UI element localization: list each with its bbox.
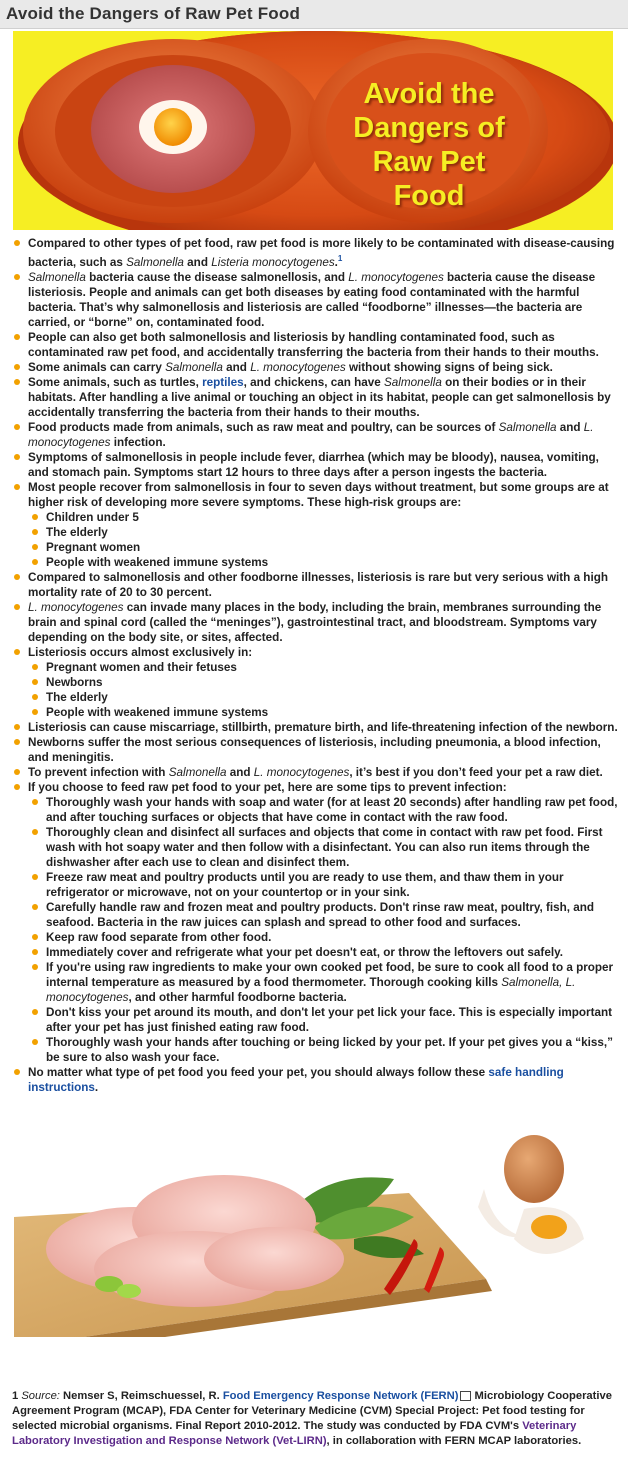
hero-heading: [329, 77, 529, 213]
list-item: Thoroughly wash your hands with soap and water (for at least 20 seconds) after handling raw pet food, and after touching surfaces or objects that have come in contact with the raw food.: [28, 795, 622, 825]
fern-link[interactable]: Food Emergency Response Network (FERN): [222, 1389, 459, 1402]
list-item: Pregnant women and their fetuses: [28, 660, 622, 675]
list-item: People can also get both salmonellosis and listeriosis by handling contaminated food, such as contaminated raw pet food, and accidentally transferring the bacteria from their hands to their mouths.: [10, 330, 622, 360]
list-item: Listeriosis occurs almost exclusively in: Pregnant women and their fetuses Newborns The elderly People with weakened immune systems: [10, 645, 622, 720]
listeriosis-groups-list: [28, 660, 622, 720]
list-item: Thoroughly clean and disinfect all surfaces and objects that come in contact with raw pet food. First wash with hot soapy water and then follow with a disinfectant. You can also run items through the dishwasher after each use to clean and disinfect them.: [28, 825, 622, 870]
list-item: Newborns suffer the most serious consequences of listeriosis, including pneumonia, a blood infection, and meningitis.: [10, 735, 622, 765]
prevention-tips-list: [28, 795, 622, 1065]
list-item: Listeriosis can cause miscarriage, stillbirth, premature birth, and life-threatening infection of the newborn.: [10, 720, 622, 735]
raw-chicken-illustration: [14, 1109, 613, 1337]
safe-handling-link[interactable]: safe handling instructions: [28, 1065, 564, 1094]
reptiles-link[interactable]: reptiles: [202, 375, 244, 389]
footnote-number: 1: [12, 1389, 22, 1402]
hero-line: Food: [393, 180, 465, 212]
footnote: 1 Source: Nemser S, Reimschuessel, R. Food Emergency Response Network (FERN) Microbiology Cooperative Agreement Program (MCAP), FDA Center for Veterinary Medicine (CVM) Special Project: Pet food testing for selected microbial organisms. Final Report 2010-2012. The study was conducted by FDA CVM's Veterinary Laboratory Investigation and Response Network (Vet-LIRN), in collaboration with FERN MCAP laboratories.: [12, 1389, 612, 1447]
list-item: No matter what type of pet food you feed your pet, you should always follow these safe handling instructions.: [10, 1065, 622, 1095]
external-link-icon: [460, 1391, 471, 1401]
list-item: Keep raw food separate from other food.: [28, 930, 622, 945]
hero-banner-image: [13, 31, 613, 230]
hero-line: Avoid the: [363, 78, 495, 110]
list-item: Some animals can carry Salmonella and L. monocytogenes without showing signs of being sick.: [10, 360, 622, 375]
list-item: Salmonella bacteria cause the disease salmonellosis, and L. monocytogenes bacteria cause the disease listeriosis. People and animals can get both diseases by eating food contaminated with the harmful bacteria. That’s why salmonellosis and listeriosis are called “foodborne” illnesses—the bacteria are carried, or “borne” on, contaminated food.: [10, 270, 622, 330]
list-item: Thoroughly wash your hands after touching or being licked by your pet. If your pet gives you a “kiss,” be sure to also wash your face.: [28, 1035, 622, 1065]
hero-line: Dangers of: [353, 112, 505, 144]
list-item: Most people recover from salmonellosis in four to seven days without treatment, but some groups are at higher risk of developing more severe symptoms. These high-risk groups are: Children under 5 The elderly Pregnant women People with weakened immune systems: [10, 480, 622, 570]
high-risk-groups-list: [28, 510, 622, 570]
hero-line: Raw Pet: [372, 146, 486, 178]
raw-chicken-photo: [14, 1109, 613, 1337]
list-item: Compared to other types of pet food, raw pet food is more likely to be contaminated with disease-causing bacteria, such as Salmonella and Listeria monocytogenes.$^1$: [10, 236, 622, 270]
list-item: If you're using raw ingredients to make your own cooked pet food, be sure to cook all food to a proper internal temperature as measured by a food thermometer. Thorough cooking kills Salmonella, L. monocytogenes, and other harmful foodborne bacteria.: [28, 960, 622, 1005]
footnote-ref[interactable]: 1: [337, 254, 343, 263]
list-item: Don't kiss your pet around its mouth, and don't let your pet lick your face. This is especially important after your pet has just finished eating raw food.: [28, 1005, 622, 1035]
list-item: Pregnant women: [28, 540, 622, 555]
list-item: Immediately cover and refrigerate what your pet doesn't eat, or throw the leftovers out safely.: [28, 945, 622, 960]
list-item: To prevent infection with Salmonella and L. monocytogenes, it’s best if you don’t feed your pet a raw diet.: [10, 765, 622, 780]
list-item: L. monocytogenes can invade many places in the body, including the brain, membranes surrounding the brain and spinal cord (called the “meninges”), gastrointestinal tract, and bloodstream. Symptoms vary depending on the body site, or sites, affected.: [10, 600, 622, 645]
list-item: The elderly: [28, 690, 622, 705]
list-item: Newborns: [28, 675, 622, 690]
list-item: Freeze raw meat and poultry products until you are ready to use them, and thaw them in your refrigerator or microwave, not on your countertop or in your sink.: [28, 870, 622, 900]
list-item: Symptoms of salmonellosis in people include fever, diarrhea (which may be bloody), nausea, vomiting, and stomach pain. Symptoms start 12 hours to three days after a person ingests the bacteria.: [10, 450, 622, 480]
list-item: People with weakened immune systems: [28, 705, 622, 720]
title-bar: [0, 0, 628, 29]
page-title: Avoid the Dangers of Raw Pet Food: [6, 4, 301, 23]
list-item: If you choose to feed raw pet food to your pet, here are some tips to prevent infection: Thoroughly wash your hands with soap and water (for at least 20 seconds) after handling raw pet food, and after touching surfaces or objects that have come in contact with the raw food. Thoroughly clean and disinfect all surfaces and objects that come in contact with raw pet food. First wash with hot soapy water and then follow with a disinfectant. You can also run items through the dishwasher after each use to clean and disinfect them. Freeze raw meat and poultry products until you are ready to use them, and thaw them in your refrigerator or microwave, not on your countertop or in your sink. Carefully handle raw and frozen meat and poultry products. Don't rinse raw meat, poultry, fish, and seafood. Bacteria in the raw juices can splash and spread to other food and surfaces. Keep raw food separate from other food. Immediately cover and refrigerate what your pet doesn't eat, or throw the leftovers out safely. If you're using raw ingredients to make your own cooked pet food, be sure to cook all food to a proper internal temperature as measured by a food thermometer. Thorough cooking kills Salmonella, L. monocytogenes, and other harmful foodborne bacteria. Don't kiss your pet around its mouth, and don't let your pet lick your face. This is especially important after your pet has just finished eating raw food. Thoroughly wash your hands after touching or being licked by your pet. If your pet gives you a “kiss,” be sure to also wash your face.: [10, 780, 622, 1065]
main-bullet-list: [10, 236, 622, 1095]
source-label: Source:: [21, 1389, 60, 1402]
list-item: Compared to salmonellosis and other foodborne illnesses, listeriosis is rare but very serious with a high mortality rate of 20 to 30 percent.: [10, 570, 622, 600]
list-item: The elderly: [28, 525, 622, 540]
article-body: [10, 236, 622, 1095]
list-item: Food products made from animals, such as raw meat and poultry, can be sources of Salmonella and L. monocytogenes infection.: [10, 420, 622, 450]
list-item: Carefully handle raw and frozen meat and poultry products. Don't rinse raw meat, poultry, fish, and seafood. Bacteria in the raw juices can splash and spread to other food and surfaces.: [28, 900, 622, 930]
list-item: Some animals, such as turtles, reptiles, and chickens, can have Salmonella on their bodies or in their habitats. After handling a live animal or touching an object in its habitat, people can get salmonellosis by accidentally transferring the bacteria from their hands to their mouths.: [10, 375, 622, 420]
vet-lirn-link[interactable]: Veterinary Laboratory Investigation and Response Network (Vet-LIRN): [12, 1419, 577, 1447]
list-item: People with weakened immune systems: [28, 555, 622, 570]
list-item: Children under 5: [28, 510, 622, 525]
